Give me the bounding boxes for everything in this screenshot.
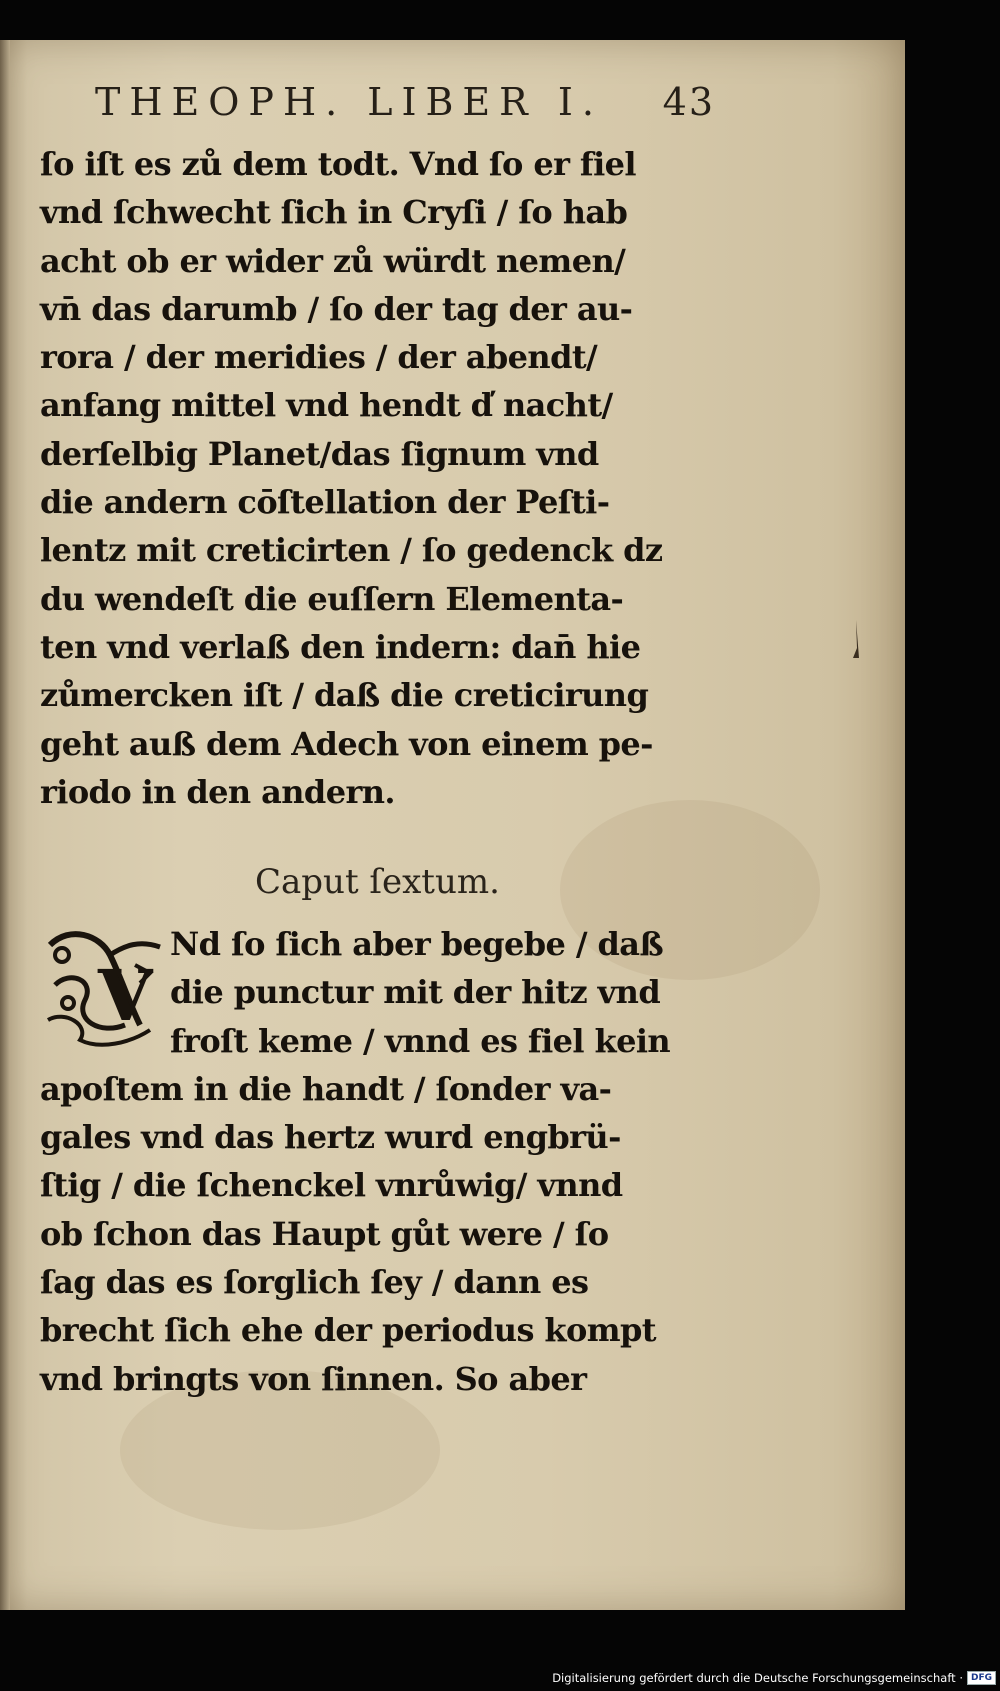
text-line: ſtig / die ſchenckel vnrůwig/ vnnd xyxy=(40,1166,623,1205)
text-line: vnd bringts von ſinnen. So aber xyxy=(40,1359,587,1398)
text-line: ſo iſt es zů dem todt. Vnd ſo er fiel xyxy=(40,145,636,183)
margin-mark-icon xyxy=(850,618,862,666)
running-title: THEOPH. LIBER I. xyxy=(95,80,603,124)
text-block-1 xyxy=(40,140,720,816)
text-line: riodo in den andern. xyxy=(40,772,395,811)
text-line: rora / der meridies / der abendt/ xyxy=(40,338,598,377)
text-block-2 xyxy=(40,920,720,1403)
text-line: brecht ſich ehe der periodus kompt xyxy=(40,1311,656,1350)
digitization-credit xyxy=(552,1667,996,1689)
text-line: gales vnd das hertz wurd engbrü- xyxy=(40,1118,621,1157)
text-line: ten vnd verlaß den indern: dan̄ hie xyxy=(40,627,641,666)
text-line: die punctur mit der hitz vnd xyxy=(170,973,661,1012)
text-line: vn̄ das darumb / ſo der tag der au- xyxy=(40,289,633,328)
text-line: apoſtem in die handt / ſonder va- xyxy=(40,1069,612,1108)
text-line: acht ob er wider zů würdt nemen/ xyxy=(40,241,626,280)
text-line: geht auß dem Adech von einem pe- xyxy=(40,724,653,763)
credit-text: Digitalisierung gefördert durch die Deutsche Forschungsgemeinschaft · xyxy=(552,1671,963,1685)
dfg-logo: DFG xyxy=(967,1671,996,1685)
text-line: derſelbig Planet/das ſignum vnd xyxy=(40,434,599,473)
text-line: vnd ſchwecht ſich in Cryſi / ſo hab xyxy=(40,193,628,232)
chapter-heading: Caput ſextum. xyxy=(255,862,500,902)
text-line: ſag das es ſorglich ſey / dann es xyxy=(40,1263,589,1302)
page-number: 43 xyxy=(662,80,715,124)
text-line: froſt keme / vnnd es fiel kein xyxy=(170,1021,671,1060)
page-header xyxy=(95,80,715,136)
text-line: zůmercken iſt / daß die creticirung xyxy=(40,676,649,715)
drop-cap-letter: V xyxy=(98,954,153,1037)
text-line: die andern cōſtellation der Peſti- xyxy=(40,483,610,522)
text-line: du wendeſt die euſſern Elementa- xyxy=(40,579,624,618)
text-line: lentz mit creticirten / ſo gedenck dz xyxy=(40,531,663,570)
text-line: anfang mittel vnd hendt d̕ nacht/ xyxy=(40,386,613,425)
text-line: Nd ſo ſich aber begebe / daß xyxy=(170,925,664,963)
text-line: ob ſchon das Haupt gůt were / ſo xyxy=(40,1214,609,1253)
